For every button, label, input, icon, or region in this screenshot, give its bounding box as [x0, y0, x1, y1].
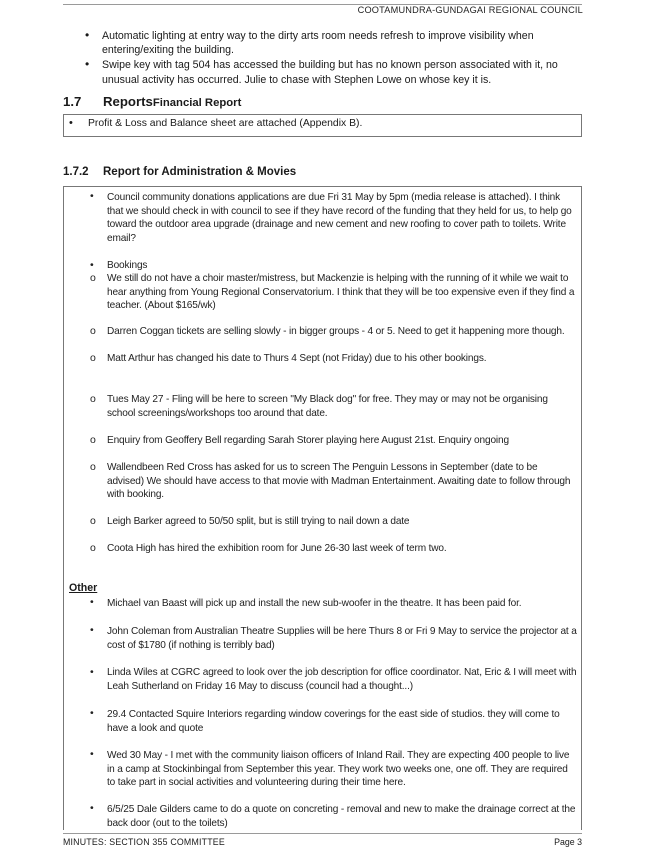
circle-bullet-icon: o	[90, 325, 96, 337]
list-item: Leigh Barker agreed to 50/50 split, but is still trying to nail down a date	[107, 516, 410, 527]
bullet-icon: •	[85, 28, 90, 42]
financial-report-box	[63, 114, 582, 137]
other-heading: Other	[69, 582, 98, 594]
circle-bullet-icon: o	[90, 434, 96, 446]
bullet-icon: •	[90, 190, 94, 202]
list-item: 6/5/25 Dale Gilders came to do a quote on concreting - removal and new to make the drainage correct at the back door (out to the toilets)	[107, 804, 576, 829]
bullet-icon: •	[90, 624, 94, 636]
section-heading-reports: 1.7 ReportsFinancial Report	[63, 94, 242, 109]
list-item: Matt Arthur has changed his date to Thurs 4 Sept (not Friday) due to his other bookings.	[107, 353, 487, 364]
list-item: Coota High has hired the exhibition room for June 26-30 last week of term two.	[107, 543, 447, 554]
circle-bullet-icon: o	[90, 515, 96, 527]
bullet-icon: •	[90, 802, 94, 814]
list-item: Bookings	[107, 260, 148, 271]
list-item: Council community donations applications are due Fri 31 May by 5pm (media release is attached). I think that we should check in with council to see if they have record of the funding that they held for us, to help go toward the outdoor area upgrade (drainage and new cement and new roofing to cover path to toilets. Write email?	[107, 192, 572, 244]
list-item: • Swipe key with tag 504 has accessed the building but has no known person associated with it, no unusual activity has occurred. Julie to chase with Stephen Lowe on whose key it is.	[85, 57, 558, 86]
bullet-icon: •	[90, 259, 94, 271]
top-bullet-list	[82, 29, 582, 88]
list-item: Wallendbeen Red Cross has asked for us to screen The Penguin Lessons in September (date to be advised) We should have access to that movie with Madman Entertainment. Awaiting date to follow through with booking.	[107, 462, 571, 501]
bullet-icon: •	[90, 596, 94, 608]
list-item: Enquiry from Geoffery Bell regarding Sarah Storer playing here August 21st. Enquiry ongoing	[107, 435, 509, 446]
list-item: Wed 30 May - I met with the community liaison officers of Inland Rail. They are expecting 400 people to live in a camp at Stockinbingal from September this year. They work two weeks one, one off. They are required to take part in social activities and volunteering during their time here.	[107, 750, 570, 789]
bullet-icon: •	[69, 117, 73, 129]
bullet-icon: •	[90, 707, 94, 719]
list-item: • Automatic lighting at entry way to the dirty arts room needs refresh to improve visibility when entering/exiting the building.	[85, 28, 534, 57]
section-heading-admin-movies: 1.7.2 Report for Administration & Movies	[63, 166, 297, 178]
list-item: Michael van Baast will pick up and install the new sub-woofer in the theatre. It has been paid for.	[107, 598, 522, 609]
bullet-icon: •	[85, 57, 90, 72]
circle-bullet-icon: o	[90, 272, 96, 284]
circle-bullet-icon: o	[90, 352, 96, 364]
list-item: Tues May 27 - Fling will be here to screen "My Black dog" for free. They may or may not be organising school screenings/workshops too around that date.	[107, 394, 548, 419]
list-item: John Coleman from Australian Theatre Supplies will be here Thurs 8 or Fri 9 May to service the projector at a cost of $1780 (if nothing is terribly bad)	[107, 626, 577, 651]
header-org-name: COOTAMUNDRA-GUNDAGAI REGIONAL COUNCIL	[357, 5, 583, 15]
list-item: 29.4 Contacted Squire Interiors regarding window coverings for the east side of studios. they will come to have a look and quote	[107, 709, 560, 734]
list-item: Darren Coggan tickets are selling slowly - in bigger groups - 4 or 5. Need to get it happening more though.	[107, 326, 565, 337]
circle-bullet-icon: o	[90, 393, 96, 405]
list-item: Linda Wiles at CGRC agreed to look over the job description for office coordinator. Nat, Eric & I will meet with Leah Sutherland on Friday 16 May to discuss (council had a thought...)	[107, 667, 577, 692]
list-item: We still do not have a choir master/mistress, but Mackenzie is helping with the running of it while we wait to hear anything from Young Regional Conservatorium. I think that they will be too expensive even if they find a teacher. (About $165/wk)	[107, 273, 575, 312]
footer-rule	[63, 833, 582, 834]
bullet-icon: •	[90, 748, 94, 760]
bullet-icon: •	[90, 666, 94, 678]
footer-page-number: Page 3	[554, 837, 582, 847]
circle-bullet-icon: o	[90, 461, 96, 473]
circle-bullet-icon: o	[90, 542, 96, 554]
financial-report-item: Profit & Loss and Balance sheet are attached (Appendix B).	[88, 118, 363, 129]
footer-doc-title: MINUTES: SECTION 355 COMMITTEE	[63, 837, 225, 847]
